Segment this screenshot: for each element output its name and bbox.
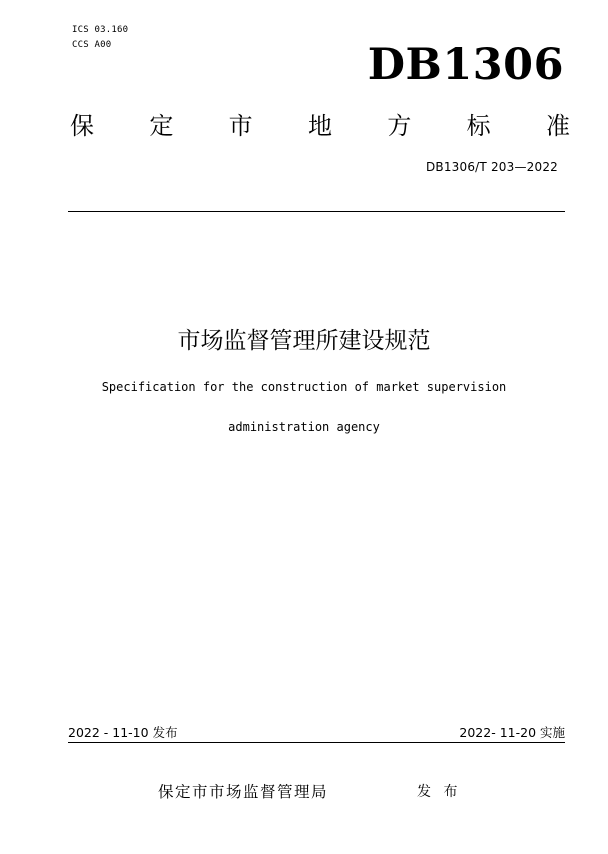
document-title-english-line1: Specification for the construction of market supervision: [101, 380, 507, 394]
standard-type-char: 市: [228, 112, 253, 140]
document-title-english-line2: administration agency: [228, 420, 380, 434]
standard-type-heading: [70, 110, 570, 142]
standard-type-char: 地: [307, 112, 332, 140]
document-title-chinese: 市场监督管理所建设规范: [177, 328, 431, 354]
standard-type-char: 方: [387, 112, 412, 140]
issuing-authority: 保定市市场监督管理局: [158, 783, 329, 801]
issue-date: 2022 - 11-10 发布: [68, 725, 178, 740]
footer-divider: [68, 742, 565, 743]
standard-type-char: 准: [545, 112, 570, 140]
standard-logo: DB1306: [367, 40, 564, 90]
standard-number: DB1306/T 203—2022: [425, 160, 558, 174]
standard-type-char: 保: [70, 112, 94, 140]
ccs-code: CCS A00: [72, 40, 112, 50]
standard-type-char: 标: [466, 112, 491, 140]
standard-type-char: 定: [149, 112, 174, 140]
implementation-date: 2022- 11-20 实施: [459, 725, 565, 740]
issue-label: 发 布: [417, 784, 462, 800]
header-divider: [68, 211, 565, 212]
ics-code: ICS 03.160: [72, 25, 129, 35]
